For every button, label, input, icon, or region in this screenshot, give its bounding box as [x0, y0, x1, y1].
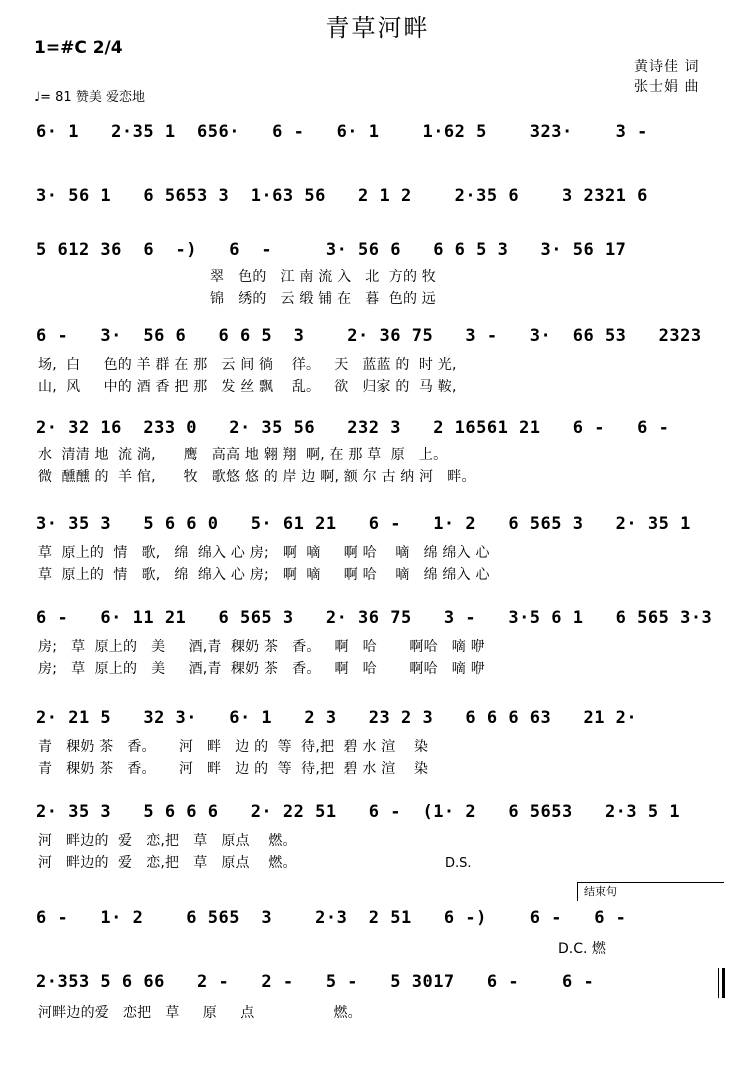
- lyric-verse-2: 青 稞奶 茶 香。 河 畔 边 的 等 待,把 碧 水 渲 染: [38, 761, 429, 777]
- notation-line: 6 - 6· 11 21 6 565 3 2· 36 75 3 - 3·5 6 1 6 565 3·3: [36, 608, 713, 628]
- lyric-verse-1: 房; 草 原上的 美 酒,青 稞奶 茶 香。 啊 哈 啊哈 嘀 咿: [38, 639, 485, 655]
- lyric-verse-2: 锦 绣的 云 缎 铺 在 暮 色的 远: [38, 291, 437, 307]
- notation-line: 2· 32 16 233 0 2· 35 56 232 3 2 16561 21 6 - 6 -: [36, 418, 670, 438]
- lyric-verse-1: 场, 白 色的 羊 群 在 那 云 间 徜 徉。 天 蓝蓝 的 时 光,: [38, 357, 457, 373]
- final-barline-thick: [722, 968, 725, 998]
- lyric-verse-1: 河畔边的爱 恋把 草 原 点 燃。: [38, 1005, 362, 1021]
- notation-line: 3· 56 1 6 5653 3 1·63 56 2 1 2 2·35 6 3 2321 6: [36, 186, 648, 206]
- song-title: 青草河畔: [325, 14, 430, 42]
- lyric-verse-1: 水 清清 地 流 淌, 鹰 高高 地 翱 翔 啊, 在 那 草 原 上。: [38, 447, 448, 463]
- lyric-verse-2: 草 原上的 情 歌, 绵 绵入 心 房; 啊 嘀 啊 哈 嘀 绵 绵入 心: [38, 567, 490, 583]
- lyric-verse-2: 微 醺醺 的 羊 倌, 牧 歌悠 悠 的 岸 边 啊, 额 尔 古 纳 河 畔。: [38, 469, 476, 485]
- notation-line: 2·353 5 6 66 2 - 2 - 5 - 5 3017 6 - 6 -: [36, 972, 595, 992]
- key-signature: 1=#C 2/4: [34, 38, 123, 58]
- lyric-verse-2: 河 畔边的 爱 恋,把 草 原点 燃。: [38, 855, 297, 871]
- dc-marking: D.C. 燃: [558, 941, 606, 957]
- lyric-verse-1: 青 稞奶 茶 香。 河 畔 边 的 等 待,把 碧 水 渲 染: [38, 739, 429, 755]
- notation-line: 6 - 3· 56 6 6 6 5 3 2· 36 75 3 - 3· 66 53 2323: [36, 326, 702, 346]
- ds-marking: D.S.: [445, 856, 472, 871]
- tempo-marking: ♩= 81 赞美 爱恋地: [34, 90, 145, 105]
- lyric-verse-1: 翠 色的 江 南 流 入 北 方的 牧: [38, 269, 437, 285]
- lyric-verse-2: 房; 草 原上的 美 酒,青 稞奶 茶 香。 啊 哈 啊哈 嘀 咿: [38, 661, 485, 677]
- notation-line: 2· 35 3 5 6 6 6 2· 22 51 6 - (1· 2 6 5653 2·3 5 1: [36, 802, 681, 822]
- notation-line: 5 612 36 6 -) 6 - 3· 56 6 6 6 5 3 3· 56 17: [36, 240, 627, 260]
- notation-line: 6· 1 2·35 1 656· 6 - 6· 1 1·62 5 323· 3 -: [36, 122, 648, 142]
- final-barline: [718, 968, 719, 998]
- notation-line: 3· 35 3 5 6 6 0 5· 61 21 6 - 1· 2 6 565 3 2· 35 1: [36, 514, 691, 534]
- notation-line: 6 - 1· 2 6 565 3 2·3 2 51 6 -) 6 - 6 -: [36, 908, 627, 928]
- ending-bracket: 结束句: [577, 882, 724, 901]
- lyricist-credit: 黄诗佳 词: [634, 59, 700, 75]
- lyric-verse-1: 河 畔边的 爱 恋,把 草 原点 燃。: [38, 833, 297, 849]
- composer-credit: 张士娟 曲: [634, 79, 700, 95]
- notation-line: 2· 21 5 32 3· 6· 1 2 3 23 2 3 6 6 6 63 21 2·: [36, 708, 638, 728]
- lyric-verse-2: 山, 风 中的 酒 香 把 那 发 丝 飘 乱。 欲 归家 的 马 鞍,: [38, 379, 457, 395]
- lyric-verse-1: 草 原上的 情 歌, 绵 绵入 心 房; 啊 嘀 啊 哈 嘀 绵 绵入 心: [38, 545, 490, 561]
